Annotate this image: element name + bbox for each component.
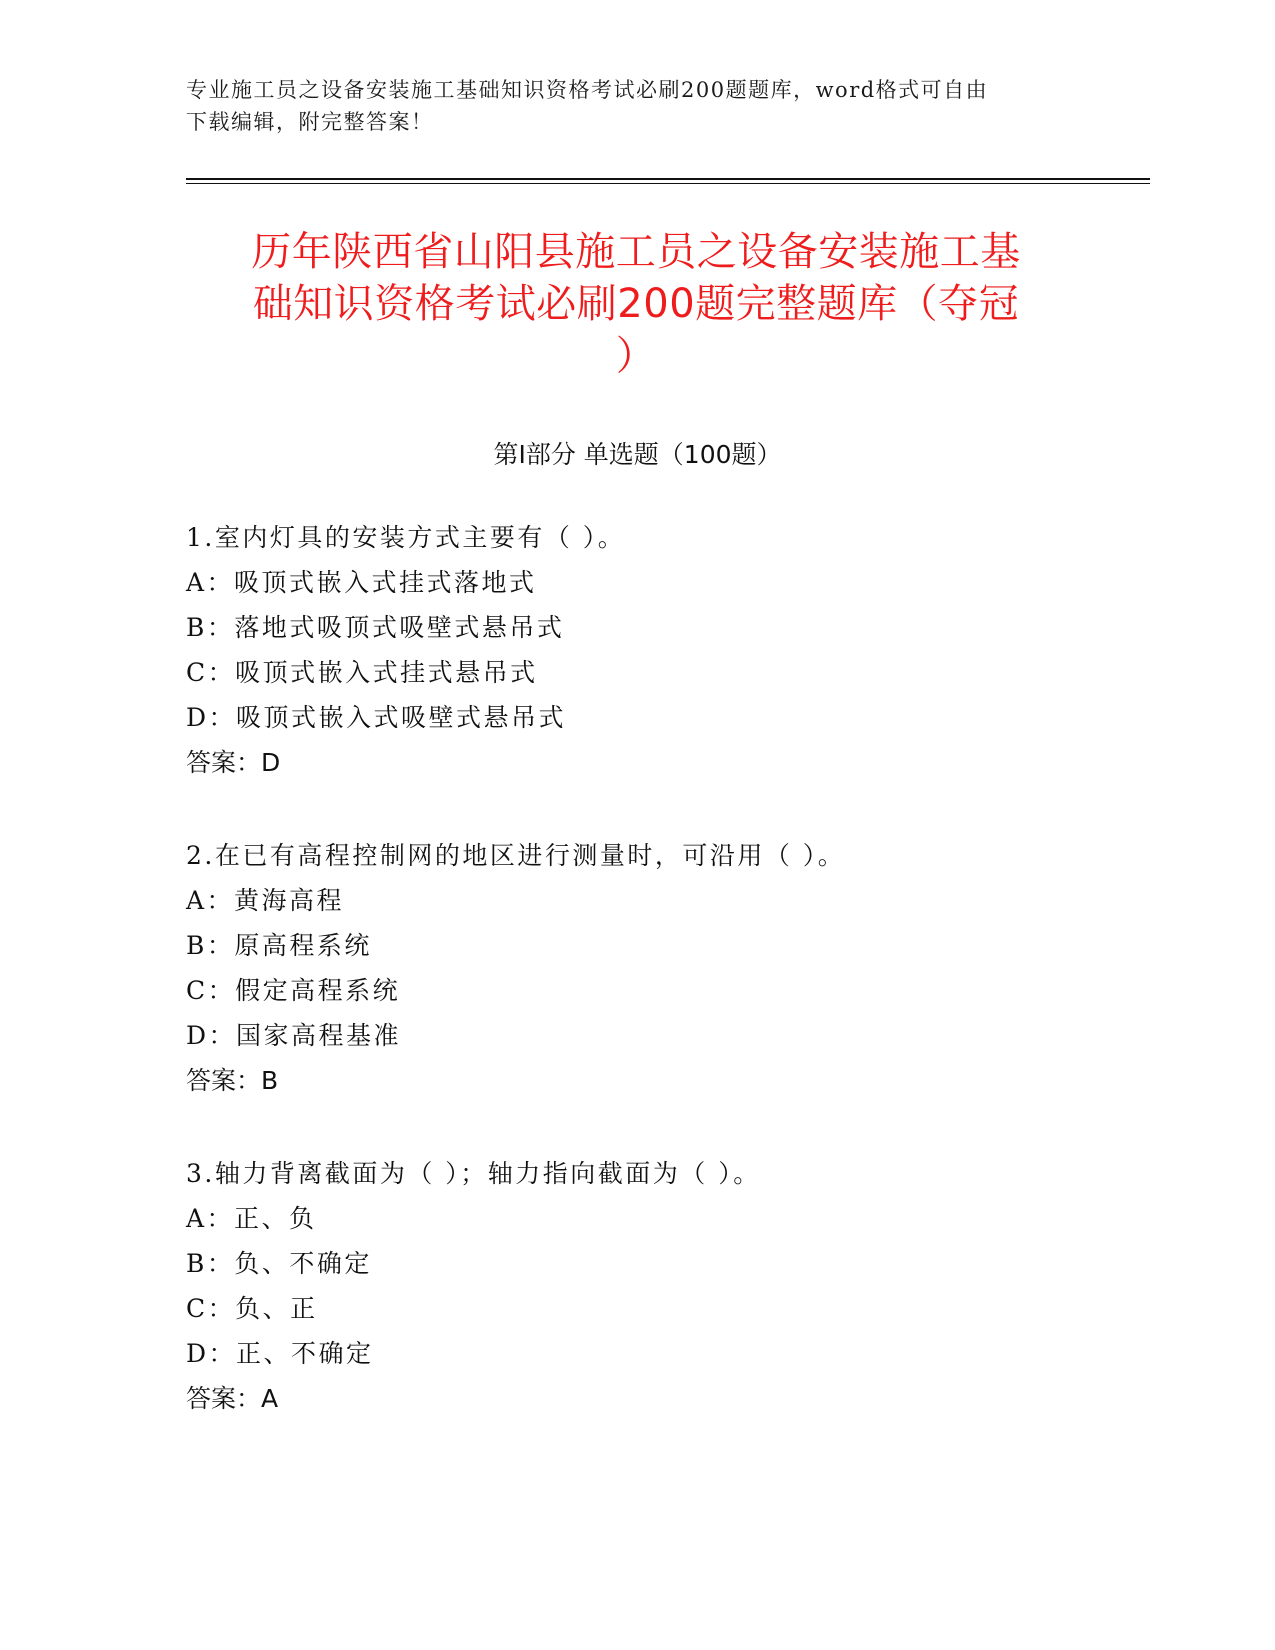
option-b: B：落地式吸顶式吸壁式悬吊式 <box>186 613 565 642</box>
document-title-line-1: 历年陕西省山阳县施工员之设备安装施工基 <box>251 229 1021 275</box>
option-a: A：黄海高程 <box>186 886 345 915</box>
question-3 <box>186 1151 1086 1421</box>
option-a: A：吸顶式嵌入式挂式落地式 <box>186 568 537 597</box>
question-1 <box>186 515 1086 785</box>
question-2 <box>186 833 1086 1103</box>
header-divider-thin <box>186 183 1150 184</box>
document-title <box>196 226 1076 382</box>
question-stem: 3.轴力背离截面为（ ）；轴力指向截面为（ ）。 <box>186 1159 761 1188</box>
option-a: A：正、负 <box>186 1204 317 1233</box>
answer: 答案：A <box>186 1384 279 1413</box>
option-d: D：正、不确定 <box>186 1339 374 1368</box>
option-c: C：负、正 <box>186 1294 318 1323</box>
option-b: B：原高程系统 <box>186 931 372 960</box>
option-d: D：吸顶式嵌入式吸壁式悬吊式 <box>186 703 567 732</box>
question-stem: 1.室内灯具的安装方式主要有（ ）。 <box>186 523 626 552</box>
document-title-line-2: 础知识资格考试必刷200题完整题库（夺冠 <box>252 281 1020 327</box>
option-c: C：假定高程系统 <box>186 976 401 1005</box>
option-b: B：负、不确定 <box>186 1249 372 1278</box>
section-title: 第I部分 单选题（100题） <box>493 440 782 469</box>
header-note-line-2: 下载编辑，附完整答案！ <box>186 110 434 134</box>
header-note-line-1: 专业施工员之设备安装施工基础知识资格考试必刷200题题库，word格式可自由 <box>186 78 989 102</box>
question-stem: 2.在已有高程控制网的地区进行测量时，可沿用（ ）。 <box>186 841 846 870</box>
document-title-line-3: ） <box>615 333 657 379</box>
option-d: D：国家高程基准 <box>186 1021 402 1050</box>
answer: 答案：B <box>186 1066 279 1095</box>
header-note <box>186 74 1066 138</box>
header-divider-thick <box>186 178 1150 180</box>
option-c: C：吸顶式嵌入式挂式悬吊式 <box>186 658 538 687</box>
answer: 答案：D <box>186 748 281 777</box>
